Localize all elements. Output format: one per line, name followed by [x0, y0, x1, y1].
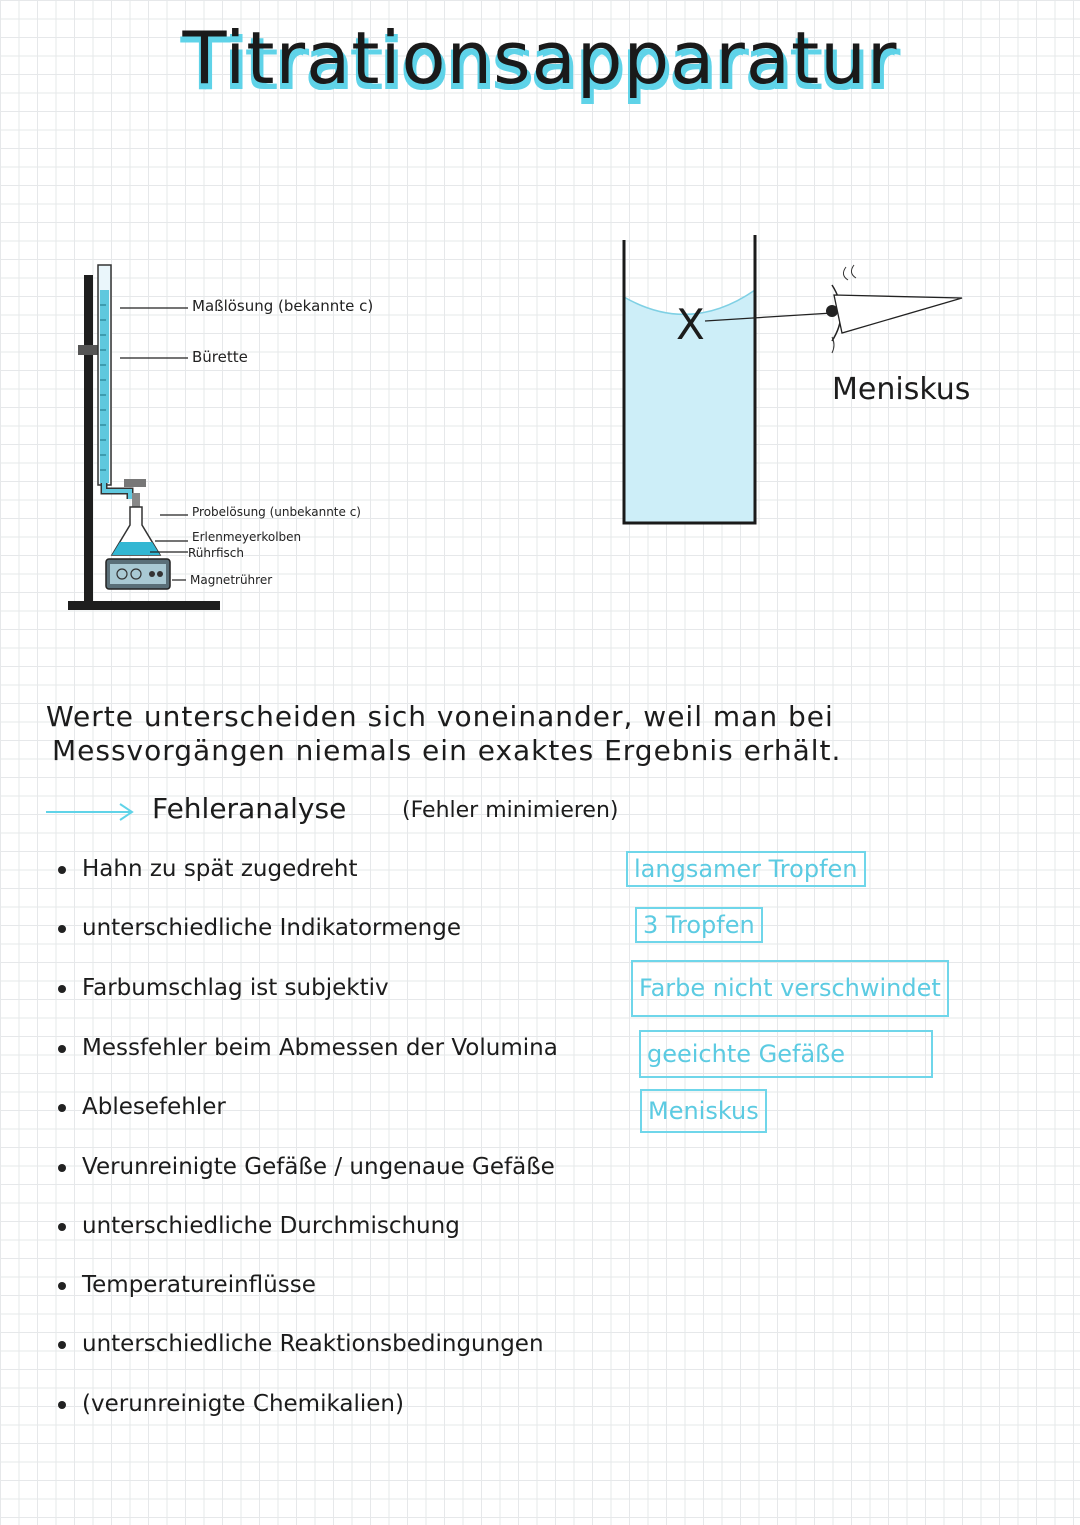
bullet-icon [58, 985, 66, 993]
bullet-icon [58, 1045, 66, 1053]
label-massloesung: Maßlösung (bekannte c) [192, 297, 374, 315]
burette-liquid [100, 290, 109, 483]
page-title: Titrationsapparatur [182, 16, 898, 100]
error-item: unterschiedliche Indikatormenge [58, 915, 461, 941]
label-buerette: Bürette [192, 348, 248, 366]
paragraph-line1: Werte unterscheiden sich voneinander, weil man bei [46, 700, 834, 733]
label-probeloesung: Probelösung (unbekannte c) [192, 505, 361, 519]
solution-box: geeichte Gefäße [639, 1030, 933, 1078]
error-item: Hahn zu spät zugedreht [58, 856, 358, 882]
error-item: Ablesefehler [58, 1094, 226, 1120]
meniscus-label: Meniskus [832, 372, 971, 407]
bullet-icon [58, 866, 66, 874]
meniscus-mark: X [676, 300, 705, 349]
bullet-icon [58, 925, 66, 933]
paragraph-line2: Messvorgängen niemals ein exaktes Ergebnis erhält. [52, 734, 842, 767]
bullet-icon [58, 1223, 66, 1231]
solution-box: Farbe nicht verschwindet [631, 960, 949, 1017]
error-item: unterschiedliche Durchmischung [58, 1213, 460, 1239]
stand-rod [84, 275, 93, 605]
fehleranalyse-heading: Fehleranalyse [152, 792, 347, 825]
label-magnetruehrer: Magnetrührer [190, 573, 273, 587]
solution-box: Meniskus [640, 1089, 767, 1133]
label-erlenmeyer: Erlenmeyerkolben [192, 530, 302, 544]
error-item: Verunreinigte Gefäße / ungenaue Gefäße [58, 1154, 555, 1180]
error-item: Farbumschlag ist subjektiv [58, 975, 389, 1001]
fehleranalyse-note: (Fehler minimieren) [402, 798, 619, 823]
bullet-icon [58, 1282, 66, 1290]
bullet-icon [58, 1104, 66, 1112]
error-item: (verunreinigte Chemikalien) [58, 1391, 404, 1417]
bullet-icon [58, 1401, 66, 1409]
label-ruehrfisch: Rührfisch [188, 546, 244, 560]
stopcock [124, 479, 146, 487]
solution-box: langsamer Tropfen [626, 851, 866, 887]
solution-box: 3 Tropfen [635, 907, 763, 943]
bullet-icon [58, 1164, 66, 1172]
error-item: unterschiedliche Reaktionsbedingungen [58, 1331, 544, 1357]
bullet-icon [58, 1341, 66, 1349]
arrow-icon [46, 800, 146, 824]
error-item: Messfehler beim Abmessen der Volumina [58, 1035, 558, 1061]
error-item: Temperatureinflüsse [58, 1272, 316, 1298]
